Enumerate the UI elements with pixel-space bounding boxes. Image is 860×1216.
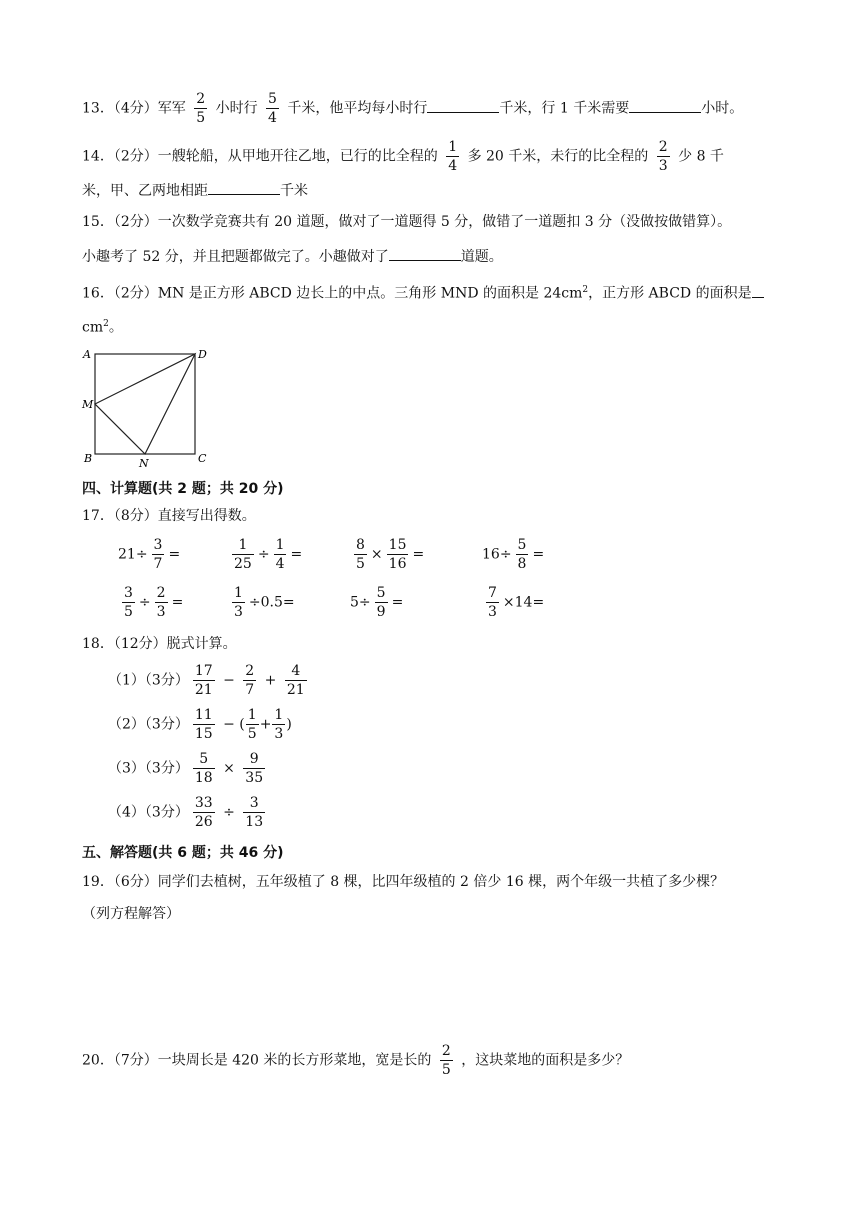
fraction: $\frac{2}{3}$ bbox=[658, 139, 668, 174]
calc-item: 16÷ $\frac{5}{8}$ = bbox=[482, 537, 545, 572]
calc-item: $\frac{1}{25}$ ÷ $\frac{1}{4}$ = bbox=[234, 537, 303, 572]
question-15: 15．（2分）一次数学竞赛共有 20 道题，做对了一道题得 5 分，做错了一道题扣 3 分（没做按做错算）。 bbox=[82, 214, 732, 230]
question-15-line2: 小趣考了 52 分，并且把题都做完了。小趣做对了 道题。 bbox=[82, 246, 503, 267]
square-diagram bbox=[80, 344, 220, 472]
question-17: 17．（8分）直接写出得数。 bbox=[82, 508, 256, 524]
calc-item: 5÷ $\frac{5}{9}$ = bbox=[350, 585, 404, 620]
calc-item: $\frac{7}{3}$ ×14= bbox=[488, 585, 545, 620]
calc-part-4: （4）（3分） $\frac{33}{26}$ ÷ $\frac{3}{13}$ bbox=[108, 795, 264, 830]
calc-item: 21÷ $\frac{3}{7}$ = bbox=[118, 537, 181, 572]
label-n: N bbox=[139, 457, 149, 470]
calc-item: $\frac{8}{5}$ × $\frac{15}{16}$ = bbox=[356, 537, 425, 572]
answer-blank[interactable] bbox=[208, 180, 280, 195]
question-19: 19．（6分）同学们去植树，五年级植了 8 棵，比四年级植的 2 倍少 16 棵，两个年级一共植了多少棵？ bbox=[82, 874, 725, 890]
question-13: 13．（4分）军军 $\frac{2}{5}$ 小时行 $\frac{5}{4}$ 千米，他平均每小时行 千米，行 1 千米需要 小时。 bbox=[82, 91, 744, 126]
label-m: M bbox=[82, 398, 94, 411]
question-20: 20．（7分）一块周长是 420 米的长方形菜地，宽是长的 $\frac{2}{5}$ ，这块菜地的面积是多少？ bbox=[82, 1043, 630, 1078]
triangle-mnd bbox=[95, 354, 195, 454]
section-heading-4: 四、计算题(共 2 题；共 20 分) bbox=[82, 481, 284, 497]
fraction: $\frac{2}{5}$ bbox=[196, 91, 206, 126]
question-14-line2: 米，甲、乙两地相距 千米 bbox=[82, 180, 308, 201]
section-heading-5: 五、解答题(共 6 题；共 46 分) bbox=[82, 845, 284, 861]
question-16-line2: $cm^2$。 bbox=[82, 319, 123, 336]
answer-blank[interactable] bbox=[629, 98, 701, 113]
fraction: $\frac{1}{4}$ bbox=[448, 139, 458, 174]
label-b: B bbox=[84, 452, 93, 465]
label-d: D bbox=[198, 348, 207, 361]
fraction: $\frac{5}{4}$ bbox=[268, 91, 277, 126]
question-14: 14．（2分）一艘轮船，从甲地开往乙地，已行的比全程的 $\frac{1}{4}$ 多 20 千米，未行的比全程的 $\frac{2}{3}$ 少 8 千 bbox=[82, 139, 724, 174]
square-abcd bbox=[95, 354, 195, 454]
calc-item: $\frac{3}{5}$ ÷ $\frac{2}{3}$ = bbox=[124, 585, 184, 620]
question-18: 18．（12分）脱式计算。 bbox=[82, 636, 237, 652]
calc-part-3: （3）（3分） $\frac{5}{18}$ × $\frac{9}{35}$ bbox=[108, 751, 264, 786]
question-19-line2: （列方程解答） bbox=[82, 906, 180, 922]
calc-item: $\frac{1}{3}$ ÷0.5= bbox=[234, 585, 295, 620]
question-16: 16．（2分）MN 是正方形 ABCD 边长上的中点。三角形 MND 的面积是 $24cm^2$，正方形 ABCD 的面积是 bbox=[82, 280, 764, 304]
answer-blank[interactable] bbox=[752, 283, 764, 298]
answer-blank[interactable] bbox=[427, 98, 499, 113]
calc-part-1: （1）（3分） $\frac{17}{21}$ − $\frac{2}{7}$ + $\frac{4}{21}$ bbox=[108, 663, 305, 698]
label-a: A bbox=[83, 348, 91, 361]
calc-part-2: （2）（3分） $\frac{11}{15}$ − ( $\frac{1}{5}$ + $\frac{1}{3}$ ) bbox=[108, 707, 292, 742]
label-c: C bbox=[198, 452, 207, 465]
fraction: $\frac{2}{5}$ bbox=[441, 1043, 451, 1078]
answer-blank[interactable] bbox=[389, 246, 461, 261]
